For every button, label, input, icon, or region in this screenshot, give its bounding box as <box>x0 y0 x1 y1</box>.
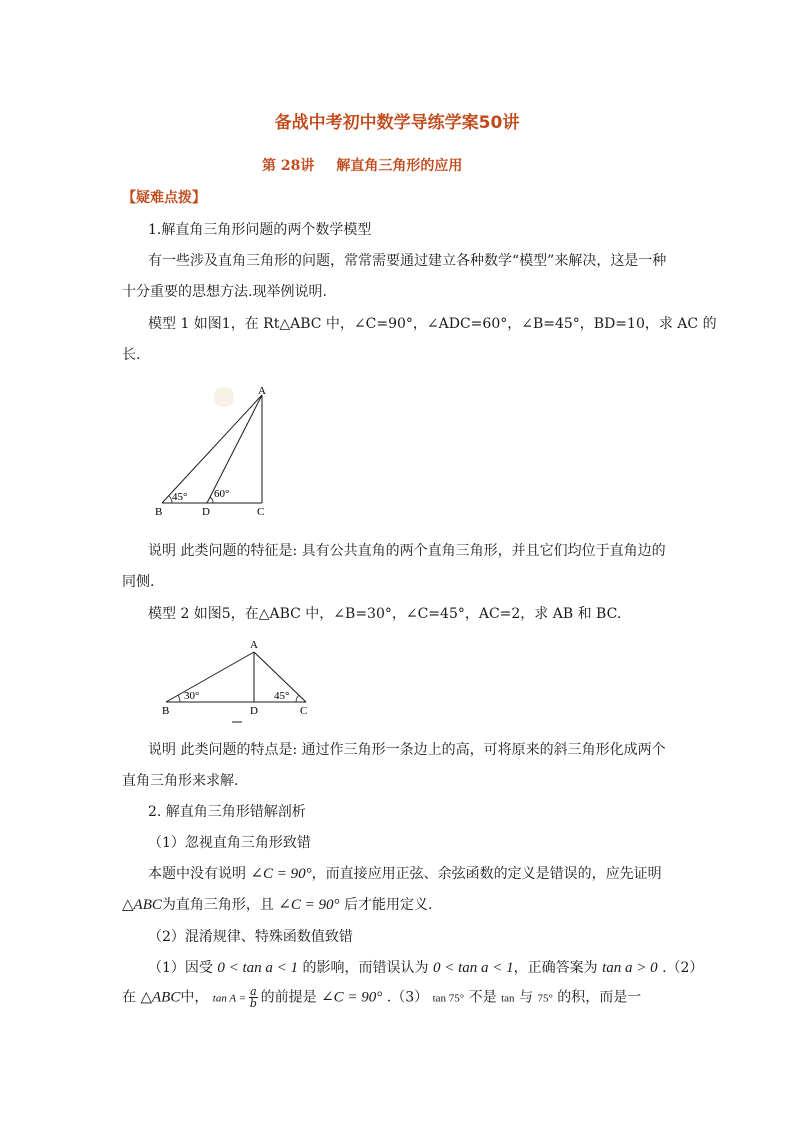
part1-heading: 1.解直角三角形问题的两个数学模型 <box>148 222 372 238</box>
watermark-mark <box>214 387 234 407</box>
p1-text-a: 本题中没有说明 <box>148 866 246 882</box>
fig1-label-a: A <box>258 385 266 397</box>
intro-line-1: 有一些涉及直角三角形的问题，常常需要通过建立各种数学“模型”来解决，这是一种 <box>148 253 667 269</box>
model1-line-2: 长. <box>122 347 141 363</box>
lesson-subtitle <box>262 155 462 175</box>
part2-sub2: （2）混淆规律、特殊函数值致错 <box>148 929 353 945</box>
fraction-numerator: a <box>250 985 257 998</box>
p4-text-a: 在 <box>122 989 136 1006</box>
p4-math-tan: tan <box>501 992 515 1005</box>
p3-math-3: tan a > 0 <box>602 960 658 976</box>
p2-math-triangle: △ABC <box>122 897 162 913</box>
p4-text-d: .（3） <box>386 989 429 1006</box>
p3-math-2: 0 < tan a < 1 <box>432 960 514 976</box>
angle-d-arc <box>210 497 213 503</box>
p4-math-75: 75° <box>537 992 553 1005</box>
p1-text-b: ，而直接应用正弦、余弦函数的定义是错误的，应先证明 <box>311 866 662 882</box>
p4-text-f: 与 <box>518 989 533 1006</box>
lesson-name: 解直角三角形的应用 <box>336 158 463 174</box>
p2-math-angle: ∠C = 90° <box>278 897 340 913</box>
part2-heading: 2. 解直角三角形错解剖析 <box>148 804 306 820</box>
p4-math-tan75: tan 75° <box>432 992 465 1005</box>
p3-text-d: .（2） <box>662 960 704 976</box>
fig2-label-c: C <box>300 705 308 717</box>
p4-math-triangle: △ABC <box>140 989 181 1006</box>
note1-line-1: 说明 此类问题的特征是: 具有公共直角的两个直角三角形，并且它们均位于直角边的 <box>148 543 666 559</box>
part2-para1 <box>148 863 662 883</box>
p2-text-a: 为直角三角形，且 <box>161 897 274 913</box>
fig2-angle-c: 45° <box>274 690 290 702</box>
lesson-number: 第 28讲 <box>262 158 315 174</box>
fig1-angle-b: 45° <box>172 491 188 503</box>
fig2-angle-b: 30° <box>184 690 200 702</box>
segment-ad <box>207 395 262 503</box>
p4-tan-a: tan A = <box>212 992 247 1005</box>
part2-sub1: （1）忽视直角三角形致错 <box>148 835 311 851</box>
note2-line-2: 直角三角形来求解. <box>122 773 239 789</box>
p3-text-a: （1）因受 <box>148 960 213 976</box>
segment-ab <box>166 652 254 702</box>
intro-line-2: 十分重要的思想方法.现举例说明. <box>122 284 327 300</box>
fig2-label-b: B <box>162 705 170 717</box>
figure-1-diagram <box>150 385 280 520</box>
section-heading: 【疑难点拨】 <box>122 190 206 206</box>
part2-para4 <box>122 986 641 1009</box>
angle-c-arc <box>296 695 299 702</box>
segment-ab <box>162 395 262 503</box>
model1-line-1: 模型 1 如图1，在 Rt△ABC 中，∠C=90°，∠ADC=60°，∠B=45°，BD=10，求 AC 的 <box>148 316 717 332</box>
fig1-angle-d: 60° <box>214 488 230 500</box>
part2-para2 <box>122 894 432 914</box>
model2-line-1: 模型 2 如图5，在△ABC 中，∠B=30°，∠C=45°，AC=2，求 AB 和 BC. <box>148 606 622 622</box>
p4-text-e: 不是 <box>468 989 497 1006</box>
p4-text-c: 的前提是 <box>260 989 317 1006</box>
p4-text-g: 的积，而是一 <box>557 989 642 1006</box>
p3-math-1: 0 < tan a < 1 <box>217 960 299 976</box>
fig1-label-b: B <box>155 506 163 518</box>
p2-text-b: 后才能用定义. <box>343 897 433 913</box>
angle-b-arc <box>178 695 180 702</box>
p4-math-angle: ∠C = 90° <box>321 989 383 1006</box>
document-title: 备战中考初中数学导练学案50讲 <box>274 113 520 133</box>
fraction-denominator: b <box>249 997 257 1010</box>
fig2-label-d: D <box>250 705 258 717</box>
fig1-label-c: C <box>257 506 265 518</box>
fig1-label-d: D <box>202 506 210 518</box>
p4-text-b: 中， <box>180 989 209 1006</box>
fig2-label-a: A <box>250 639 258 651</box>
note2-line-1: 说明 此类问题的特点是: 通过作三角形一条边上的高，可将原来的斜三角形化成两个 <box>148 742 666 758</box>
p3-text-c: ，正确答案为 <box>513 960 598 976</box>
p3-text-b: 的影响，而错误认为 <box>302 960 429 976</box>
note1-line-2: 同侧. <box>122 574 155 590</box>
p1-math-angle: ∠C = 90° <box>250 866 312 882</box>
p4-fraction <box>249 986 258 1009</box>
part2-para3 <box>148 957 703 977</box>
figure-2-diagram <box>158 636 318 724</box>
